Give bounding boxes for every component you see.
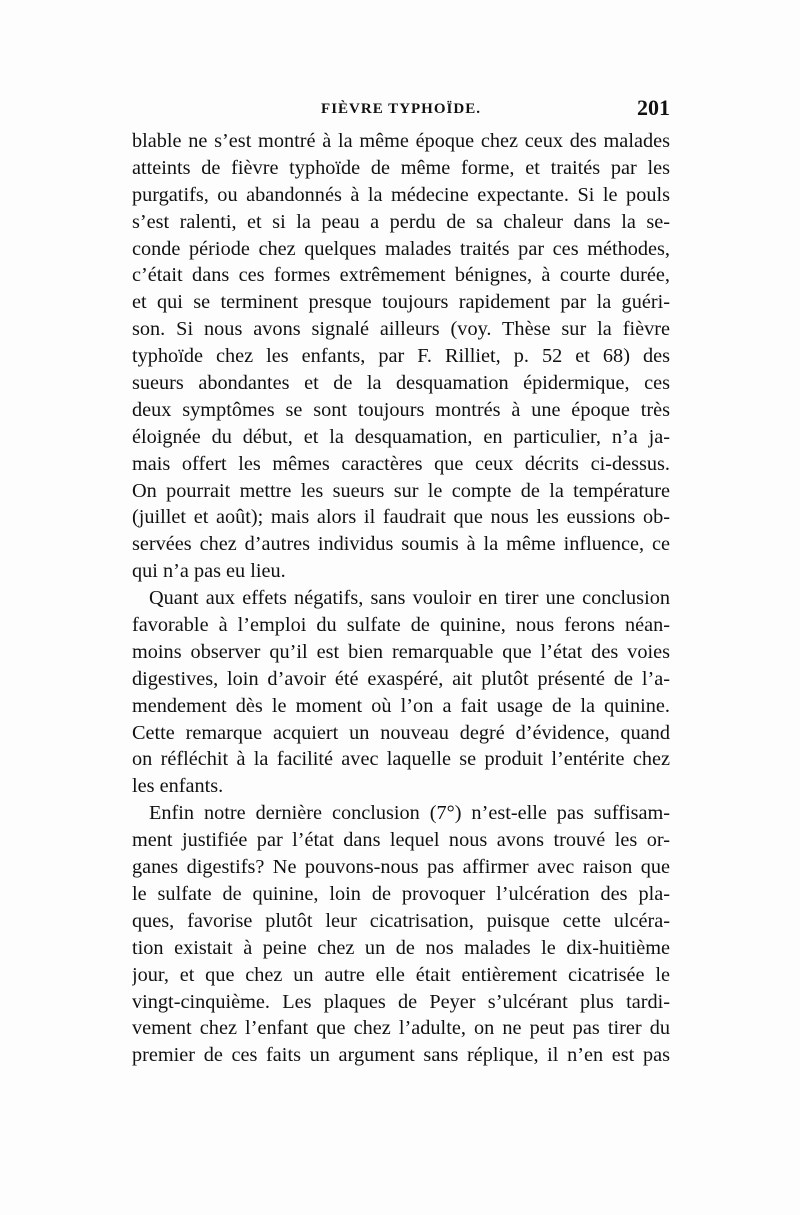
paragraph-end-line: les enfants. (132, 775, 224, 798)
text-line: et qui se terminent presque toujours rapidement par la guéri- (132, 291, 670, 314)
text-line: Cette remarque acquiert un nouveau degré d’évidence, quand (132, 721, 670, 744)
text-line: blable ne s’est montré à la même époque chez ceux des malades (132, 130, 670, 152)
text-line: jour, et que chez un autre elle était entièrement cicatrisée le (132, 963, 670, 986)
text-line: deux symptômes se sont toujours montrés à une époque très (132, 398, 670, 421)
running-title: FIÈVRE TYPHOÏDE. (321, 101, 481, 117)
text-line: mais offert les mêmes caractères que ceux décrits ci-dessus. (132, 452, 670, 475)
paragraph-start-line: Quant aux effets négatifs, sans vouloir en tirer une conclusion (149, 587, 670, 610)
text-line: premier de ces faits un argument sans réplique, il n’en est pas (132, 1044, 670, 1067)
paragraph-start-line: Enfin notre dernière conclusion (7°) n’est-elle pas suffisam- (149, 802, 670, 825)
text-line: tion existait à peine chez un de nos malades le dix-huitième (132, 936, 670, 959)
body-text (132, 128, 670, 1069)
text-line: digestives, loin d’avoir été exaspéré, ait plutôt présenté de l’a- (132, 667, 670, 690)
text-line: éloignée du début, et la desquamation, en particulier, n’a ja- (132, 425, 670, 448)
paragraph-end-line: qui n’a pas eu lieu. (132, 560, 286, 583)
text-line: ganes digestifs? Ne pouvons-nous pas affirmer avec raison que (132, 856, 670, 879)
text-line: vingt-cinquième. Les plaques de Peyer s’ulcérant plus tardi- (132, 990, 670, 1013)
text-line: typhoïde chez les enfants, par F. Rilliet, p. 52 et 68) des (132, 345, 670, 368)
text-line: sueurs abondantes et de la desquamation épidermique, ces (132, 372, 670, 395)
text-line: favorable à l’emploi du sulfate de quinine, nous ferons néan- (132, 614, 670, 637)
text-line: (juillet et août); mais alors il faudrait que nous les eussions ob- (132, 506, 670, 529)
text-line: on réfléchit à la facilité avec laquelle se produit l’entérite chez (132, 748, 670, 771)
text-line: purgatifs, ou abandonnés à la médecine expectante. Si le pouls (132, 183, 670, 206)
text-line: c’était dans ces formes extrêmement bénignes, à courte durée, (132, 264, 670, 287)
text-line: moins observer qu’il est bien remarquable que l’état des voies (132, 640, 670, 663)
text-line: le sulfate de quinine, loin de provoquer l’ulcération des pla- (132, 882, 670, 905)
text-line: atteints de fièvre typhoïde de même forme, et traités par les (132, 156, 670, 179)
text-line: son. Si nous avons signalé ailleurs (voy. Thèse sur la fièvre (132, 318, 670, 341)
text-line: ment justifiée par l’état dans lequel nous avons trouvé les or- (132, 829, 670, 852)
text-line: On pourrait mettre les sueurs sur le compte de la température (132, 479, 670, 502)
text-line: mendement dès le moment où l’on a fait usage de la quinine. (132, 694, 670, 717)
text-line: servées chez d’autres individus soumis à la même influence, ce (132, 533, 670, 556)
text-line: ques, favorise plutôt leur cicatrisation, puisque cette ulcéra- (132, 909, 670, 932)
text-line: vement chez l’enfant que chez l’adulte, on ne peut pas tirer du (132, 1017, 670, 1040)
text-line: conde période chez quelques malades traités par ces méthodes, (132, 237, 670, 260)
text-line: s’est ralenti, et si la peau a perdu de sa chaleur dans la se- (132, 210, 670, 233)
page-number: 201 (637, 95, 670, 120)
page-header (132, 95, 670, 125)
